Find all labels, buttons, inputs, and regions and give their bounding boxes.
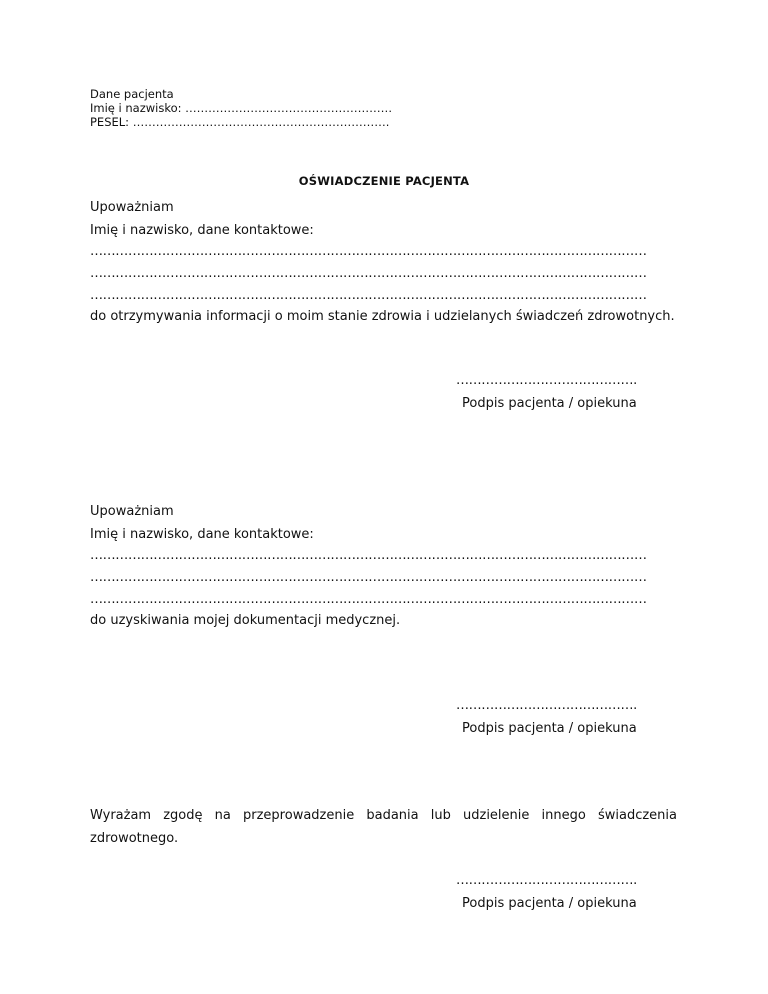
section2-purpose-text: do uzyskiwania mojej dokumentacji medycznej. bbox=[90, 613, 401, 628]
section1-signature-label: Podpis pacjenta / opiekuna bbox=[462, 396, 637, 411]
section1-signature-line: ……………………………………. bbox=[456, 373, 637, 388]
section1-purpose-text: do otrzymywania informacji o moim stanie zdrowia i udzielanych świadczeń zdrowotnych. bbox=[90, 309, 675, 324]
section2-dot-line-1: …………………………………………………………………………………………………………………… bbox=[90, 548, 647, 563]
consent-text-line-1: Wyrażam zgodę na przeprowadzenie badania lub udzielenie innego świadczenia bbox=[90, 808, 677, 823]
section2-authorize-label: Upoważniam bbox=[90, 504, 174, 519]
patient-name-line: Imię i nazwisko: ……………………………………………… bbox=[90, 101, 393, 115]
consent-text-line-2: zdrowotnego. bbox=[90, 831, 179, 846]
section1-dot-line-1: …………………………………………………………………………………………………………………… bbox=[90, 244, 647, 259]
section2-dot-line-2: …………………………………………………………………………………………………………………… bbox=[90, 570, 647, 585]
section1-authorize-label: Upoważniam bbox=[90, 200, 174, 215]
section2-signature-label: Podpis pacjenta / opiekuna bbox=[462, 721, 637, 736]
section1-dot-line-2: …………………………………………………………………………………………………………………… bbox=[90, 266, 647, 281]
document-title: OŚWIADCZENIE PACJENTA bbox=[298, 174, 470, 188]
patient-data-label: Dane pacjenta bbox=[90, 87, 174, 101]
section1-name-contact-label: Imię i nazwisko, dane kontaktowe: bbox=[90, 223, 314, 238]
section2-name-contact-label: Imię i nazwisko, dane kontaktowe: bbox=[90, 527, 314, 542]
section1-dot-line-3: …………………………………………………………………………………………………………………… bbox=[90, 288, 647, 303]
section2-dot-line-3: …………………………………………………………………………………………………………………… bbox=[90, 592, 647, 607]
section2-signature-line: ……………………………………. bbox=[456, 698, 637, 713]
section3-signature-line: ……………………………………. bbox=[456, 873, 637, 888]
patient-pesel-line: PESEL: …………………………………………………………. bbox=[90, 115, 390, 129]
section3-signature-label: Podpis pacjenta / opiekuna bbox=[462, 896, 637, 911]
